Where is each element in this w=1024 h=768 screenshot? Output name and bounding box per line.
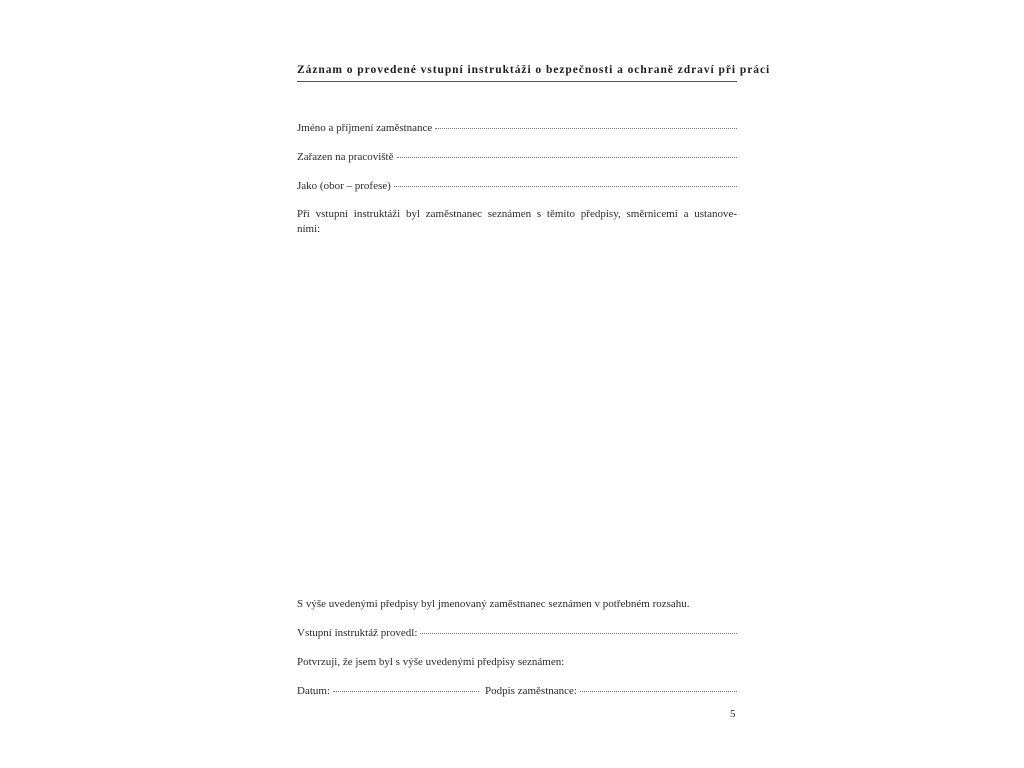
workplace-field: [297, 150, 737, 164]
signature-dotted-line: [580, 691, 737, 692]
employee-name-dotted-line: [435, 128, 737, 129]
profession-dotted-line: [394, 186, 737, 187]
profession-label: Jako (obor – profese): [297, 180, 391, 192]
date-signature-row: [297, 684, 737, 698]
profession-field: [297, 179, 737, 193]
page-number: 5: [730, 708, 736, 720]
title-underline: [297, 81, 737, 82]
confirmation-statement: Potvrzuji, že jsem byl s výše uvedenými předpisy seznámen:: [297, 656, 565, 668]
date-dotted-line: [333, 691, 479, 692]
instructor-label: Vstupní instruktáž provedl:: [297, 627, 418, 639]
intro-paragraph: [297, 207, 737, 236]
date-label: Datum:: [297, 685, 330, 697]
employee-name-field: [297, 121, 737, 135]
workplace-label: Zařazen na pracoviště: [297, 151, 394, 163]
instructor-dotted-line: [420, 633, 737, 634]
instructor-field: [297, 626, 737, 640]
intro-paragraph-line-2: ními:: [297, 222, 321, 235]
employee-name-label: Jméno a příjmení zaměstnance: [297, 122, 433, 134]
document-title: Záznam o provedené vstupní instruktáži o bezpečnosti a ochraně zdraví při práci: [297, 64, 771, 76]
intro-paragraph-line-1: Při vstupní instruktáži byl zaměstnanec seznámen s těmito předpisy, směrnicemi a ustanove-: [297, 208, 737, 220]
signature-label: Podpis zaměstnance:: [485, 685, 577, 697]
workplace-dotted-line: [397, 157, 738, 158]
acquainted-statement: S výše uvedenými předpisy byl jmenovaný zaměstnanec seznámen v potřebném rozsahu.: [297, 598, 690, 610]
